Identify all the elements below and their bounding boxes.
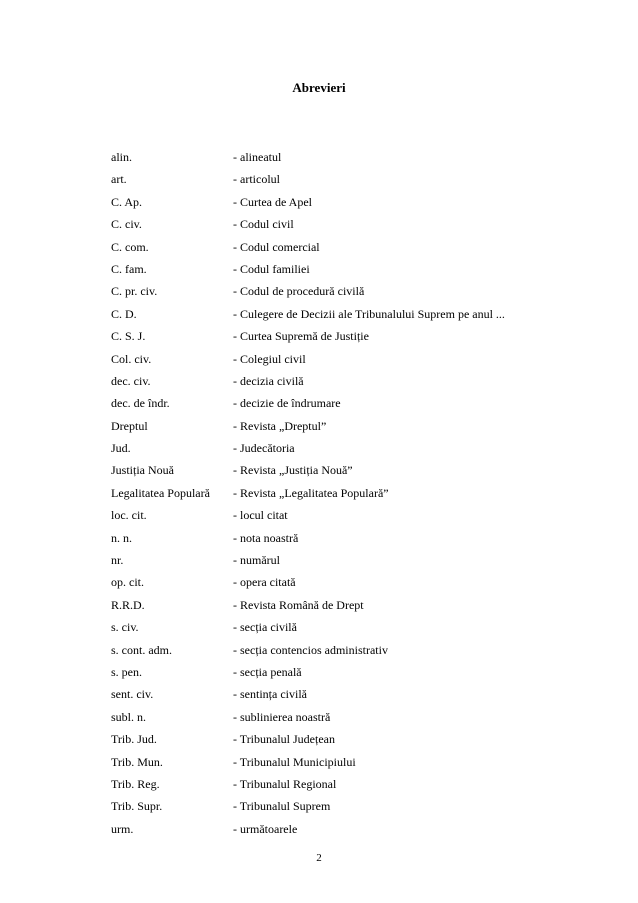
abbreviation-definition: - Revista „Legalitatea Populară”	[233, 485, 389, 500]
abbreviation-definition: - secția civilă	[233, 620, 297, 635]
abbreviation-definition: - Curtea de Apel	[233, 194, 312, 209]
abbreviation-row	[111, 305, 505, 327]
abbreviation-term: Dreptul	[111, 418, 148, 433]
abbreviation-row	[111, 372, 505, 394]
abbreviation-row	[111, 685, 505, 707]
abbreviation-list	[111, 148, 505, 842]
abbreviation-term: C. pr. civ.	[111, 284, 158, 299]
abbreviation-term: loc. cit.	[111, 508, 147, 523]
abbreviation-definition: - Codul comercial	[233, 239, 320, 254]
abbreviation-definition: - Codul civil	[233, 217, 294, 232]
page-number: 2	[316, 852, 322, 864]
abbreviation-row	[111, 417, 505, 439]
abbreviation-term: C. Ap.	[111, 194, 143, 209]
abbreviation-definition: - Revista „Justiția Nouă”	[233, 463, 353, 478]
abbreviation-term: C. D.	[111, 306, 137, 321]
abbreviation-row	[111, 529, 505, 551]
abbreviation-definition: - secția penală	[233, 664, 302, 679]
abbreviation-definition: - Culegere de Decizii ale Tribunalului Suprem pe anul ...	[233, 306, 505, 321]
abbreviation-row	[111, 260, 505, 282]
page-title: Abrevieri	[292, 80, 346, 95]
abbreviation-definition: - Tribunalul Județean	[233, 732, 335, 747]
abbreviation-term: C. S. J.	[111, 329, 146, 344]
abbreviation-row	[111, 797, 505, 819]
abbreviation-term: sent. civ.	[111, 687, 154, 702]
abbreviation-definition: - secția contencios administrativ	[233, 642, 388, 657]
abbreviation-row	[111, 775, 505, 797]
abbreviation-term: s. civ.	[111, 620, 139, 635]
abbreviation-term: Justiția Nouă	[111, 463, 174, 478]
abbreviation-definition: - Tribunalul Regional	[233, 776, 337, 791]
abbreviation-term: alin.	[111, 150, 132, 164]
abbreviation-row	[111, 596, 505, 618]
abbreviation-row	[111, 820, 505, 842]
abbreviation-row	[111, 573, 505, 595]
abbreviation-row	[111, 282, 505, 304]
abbreviation-row	[111, 394, 505, 416]
abbreviation-definition: - Codul familiei	[233, 261, 310, 276]
abbreviation-row	[111, 708, 505, 730]
abbreviation-term: n. n.	[111, 530, 132, 545]
abbreviation-term: subl. n.	[111, 709, 147, 724]
abbreviation-term: C. fam.	[111, 261, 147, 276]
abbreviation-definition: - nota noastră	[233, 530, 299, 545]
abbreviation-definition: - sentința civilă	[233, 687, 307, 702]
abbreviation-term: C. com.	[111, 239, 149, 254]
abbreviation-term: s. cont. adm.	[111, 642, 172, 657]
abbreviation-row	[111, 461, 505, 483]
abbreviation-definition: - Curtea Supremă de Justiție	[233, 329, 369, 344]
abbreviation-row	[111, 170, 505, 192]
abbreviation-row	[111, 439, 505, 461]
abbreviation-definition: - locul citat	[233, 508, 288, 523]
abbreviation-definition: - opera citată	[233, 575, 296, 590]
abbreviation-term: Jud.	[111, 441, 131, 456]
abbreviation-definition: - Judecătoria	[233, 441, 295, 456]
abbreviation-row	[111, 193, 505, 215]
abbreviation-definition: - alineatul	[233, 150, 282, 164]
abbreviation-term: Trib. Mun.	[111, 754, 163, 769]
abbreviation-row	[111, 327, 505, 349]
abbreviation-term: dec. de îndr.	[111, 396, 170, 411]
abbreviation-definition: - articolul	[233, 172, 280, 187]
abbreviation-definition: - următoarele	[233, 821, 298, 836]
abbreviation-term: urm.	[111, 821, 134, 836]
abbreviation-term: R.R.D.	[111, 597, 145, 612]
abbreviation-row	[111, 238, 505, 260]
abbreviation-row	[111, 730, 505, 752]
abbreviation-row	[111, 618, 505, 640]
abbreviation-row	[111, 215, 505, 237]
abbreviation-definition: - Revista Română de Drept	[233, 597, 364, 612]
abbreviation-term: Trib. Supr.	[111, 799, 163, 814]
abbreviation-row	[111, 148, 505, 170]
abbreviation-term: Trib. Jud.	[111, 732, 157, 747]
abbreviation-row	[111, 753, 505, 775]
abbreviation-row	[111, 663, 505, 685]
abbreviation-definition: - Tribunalul Municipiului	[233, 754, 356, 769]
abbreviation-row	[111, 506, 505, 528]
abbreviation-row	[111, 484, 505, 506]
abbreviation-definition: - decizie de îndrumare	[233, 396, 341, 411]
abbreviation-term: C. civ.	[111, 217, 142, 232]
abbreviation-term: art.	[111, 172, 127, 187]
abbreviation-term: Trib. Reg.	[111, 776, 160, 791]
abbreviation-definition: - numărul	[233, 553, 280, 568]
abbreviation-definition: - Revista „Dreptul”	[233, 418, 327, 433]
abbreviation-term: dec. civ.	[111, 373, 151, 388]
abbreviation-definition: - Colegiul civil	[233, 351, 306, 366]
abbreviation-row	[111, 350, 505, 372]
abbreviation-term: nr.	[111, 553, 124, 568]
abbreviation-definition: - decizia civilă	[233, 373, 304, 388]
abbreviation-term: op. cit.	[111, 575, 144, 590]
abbreviation-term: s. pen.	[111, 664, 142, 679]
abbreviation-row	[111, 551, 505, 573]
abbreviation-term: Legalitatea Populară	[111, 485, 210, 500]
abbreviation-row	[111, 641, 505, 663]
abbreviation-term: Col. civ.	[111, 351, 152, 366]
abbreviation-definition: - sublinierea noastră	[233, 709, 331, 724]
abbreviation-definition: - Codul de procedură civilă	[233, 284, 365, 299]
abbreviation-definition: - Tribunalul Suprem	[233, 799, 331, 814]
